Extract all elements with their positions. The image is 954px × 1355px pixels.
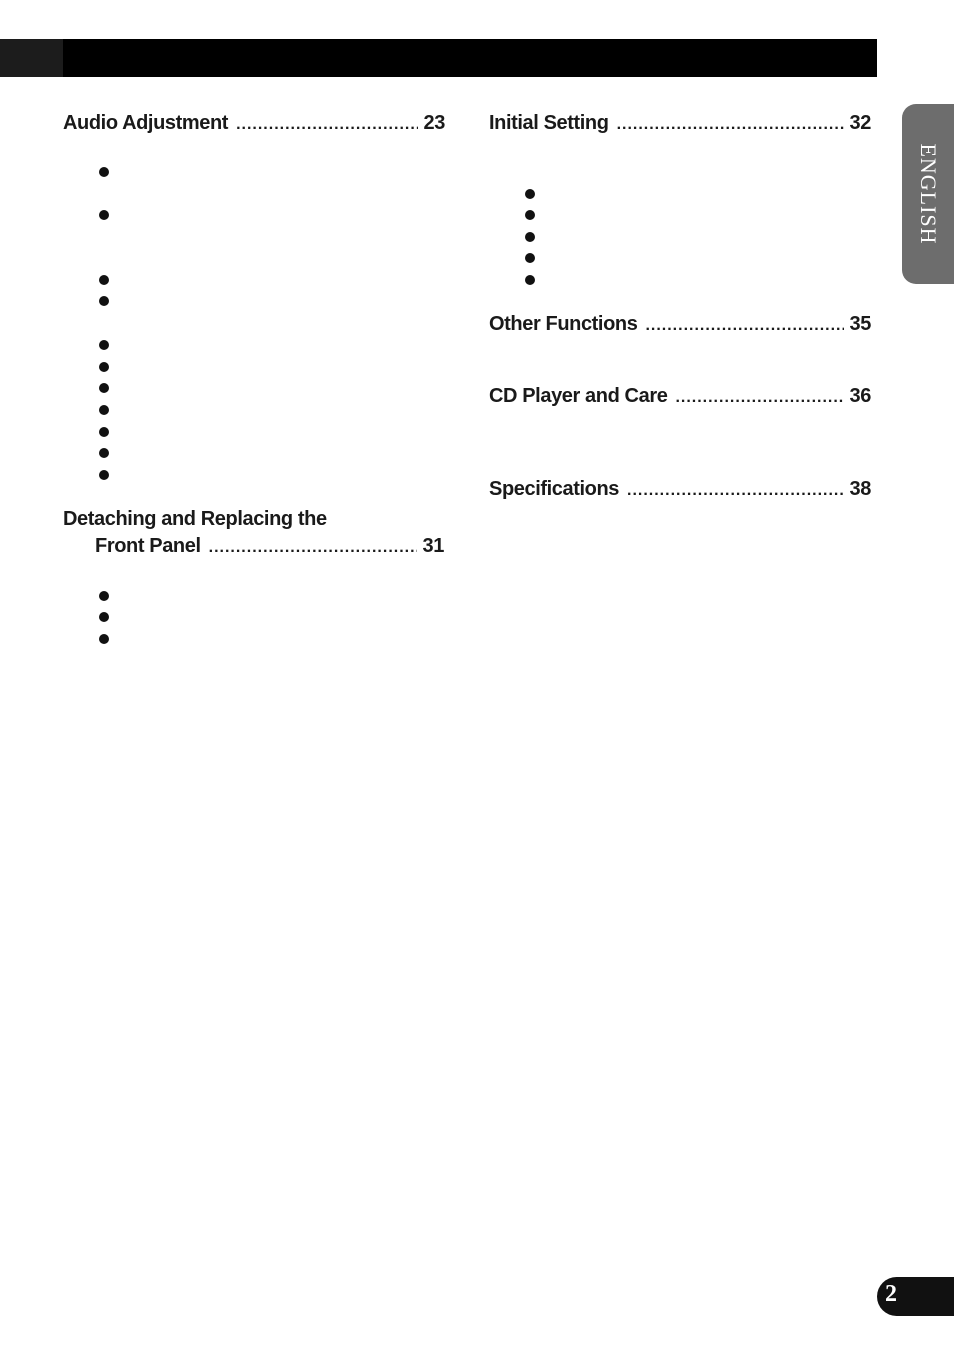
toc-leader-dots bbox=[627, 482, 844, 500]
bullet-icon bbox=[525, 210, 535, 220]
toc-entry-front-panel[interactable] bbox=[95, 535, 444, 558]
toc-entry-page: 36 bbox=[849, 385, 871, 407]
bullet-icon bbox=[525, 232, 535, 242]
bullet-icon bbox=[99, 427, 109, 437]
toc-entry-detaching-title[interactable]: Detaching and Replacing the bbox=[63, 508, 327, 530]
toc-entry-page: 38 bbox=[849, 478, 871, 500]
toc-entry-initial-setting[interactable] bbox=[489, 112, 871, 135]
bullet-icon bbox=[99, 591, 109, 601]
toc-entry-title: Specifications bbox=[489, 478, 619, 500]
bullet-icon bbox=[99, 362, 109, 372]
page-number-tab bbox=[877, 1277, 954, 1316]
bullet-icon bbox=[99, 405, 109, 415]
toc-entry-cd-player-and-care[interactable] bbox=[489, 385, 871, 408]
toc-entry-title: Other Functions bbox=[489, 313, 638, 335]
toc-leader-dots bbox=[236, 116, 417, 134]
language-tab bbox=[902, 104, 954, 284]
bullet-icon bbox=[525, 275, 535, 285]
header-bar-lead bbox=[0, 39, 63, 77]
toc-entry-title: CD Player and Care bbox=[489, 385, 668, 407]
toc-leader-dots bbox=[617, 116, 844, 134]
page-number: 2 bbox=[885, 1281, 897, 1307]
toc-entry-other-functions[interactable] bbox=[489, 313, 871, 336]
toc-entry-page: 35 bbox=[849, 313, 871, 335]
toc-entry-specifications[interactable] bbox=[489, 478, 871, 501]
toc-entry-page: 32 bbox=[849, 112, 871, 134]
bullet-icon bbox=[99, 340, 109, 350]
bullet-icon bbox=[99, 275, 109, 285]
bullet-icon bbox=[99, 634, 109, 644]
bullet-icon bbox=[525, 253, 535, 263]
bullet-icon bbox=[99, 296, 109, 306]
toc-entry-page: 23 bbox=[423, 112, 445, 134]
bullet-icon bbox=[99, 383, 109, 393]
bullet-icon bbox=[99, 167, 109, 177]
toc-entry-title: Initial Setting bbox=[489, 112, 609, 134]
toc-entry-page: 31 bbox=[422, 535, 444, 557]
toc-entry-title: Audio Adjustment bbox=[63, 112, 229, 134]
toc-entry-title: Front Panel bbox=[95, 535, 201, 557]
bullet-icon bbox=[525, 189, 535, 199]
bullet-icon bbox=[99, 210, 109, 220]
toc-entry-audio-adjustment[interactable] bbox=[63, 112, 445, 135]
bullet-icon bbox=[99, 470, 109, 480]
language-tab-label: ENGLISH bbox=[916, 143, 941, 245]
header-bar bbox=[0, 39, 877, 77]
toc-leader-dots bbox=[209, 539, 417, 557]
toc-leader-dots bbox=[645, 317, 843, 335]
bullet-icon bbox=[99, 448, 109, 458]
bullet-icon bbox=[99, 612, 109, 622]
toc-leader-dots bbox=[675, 389, 843, 407]
